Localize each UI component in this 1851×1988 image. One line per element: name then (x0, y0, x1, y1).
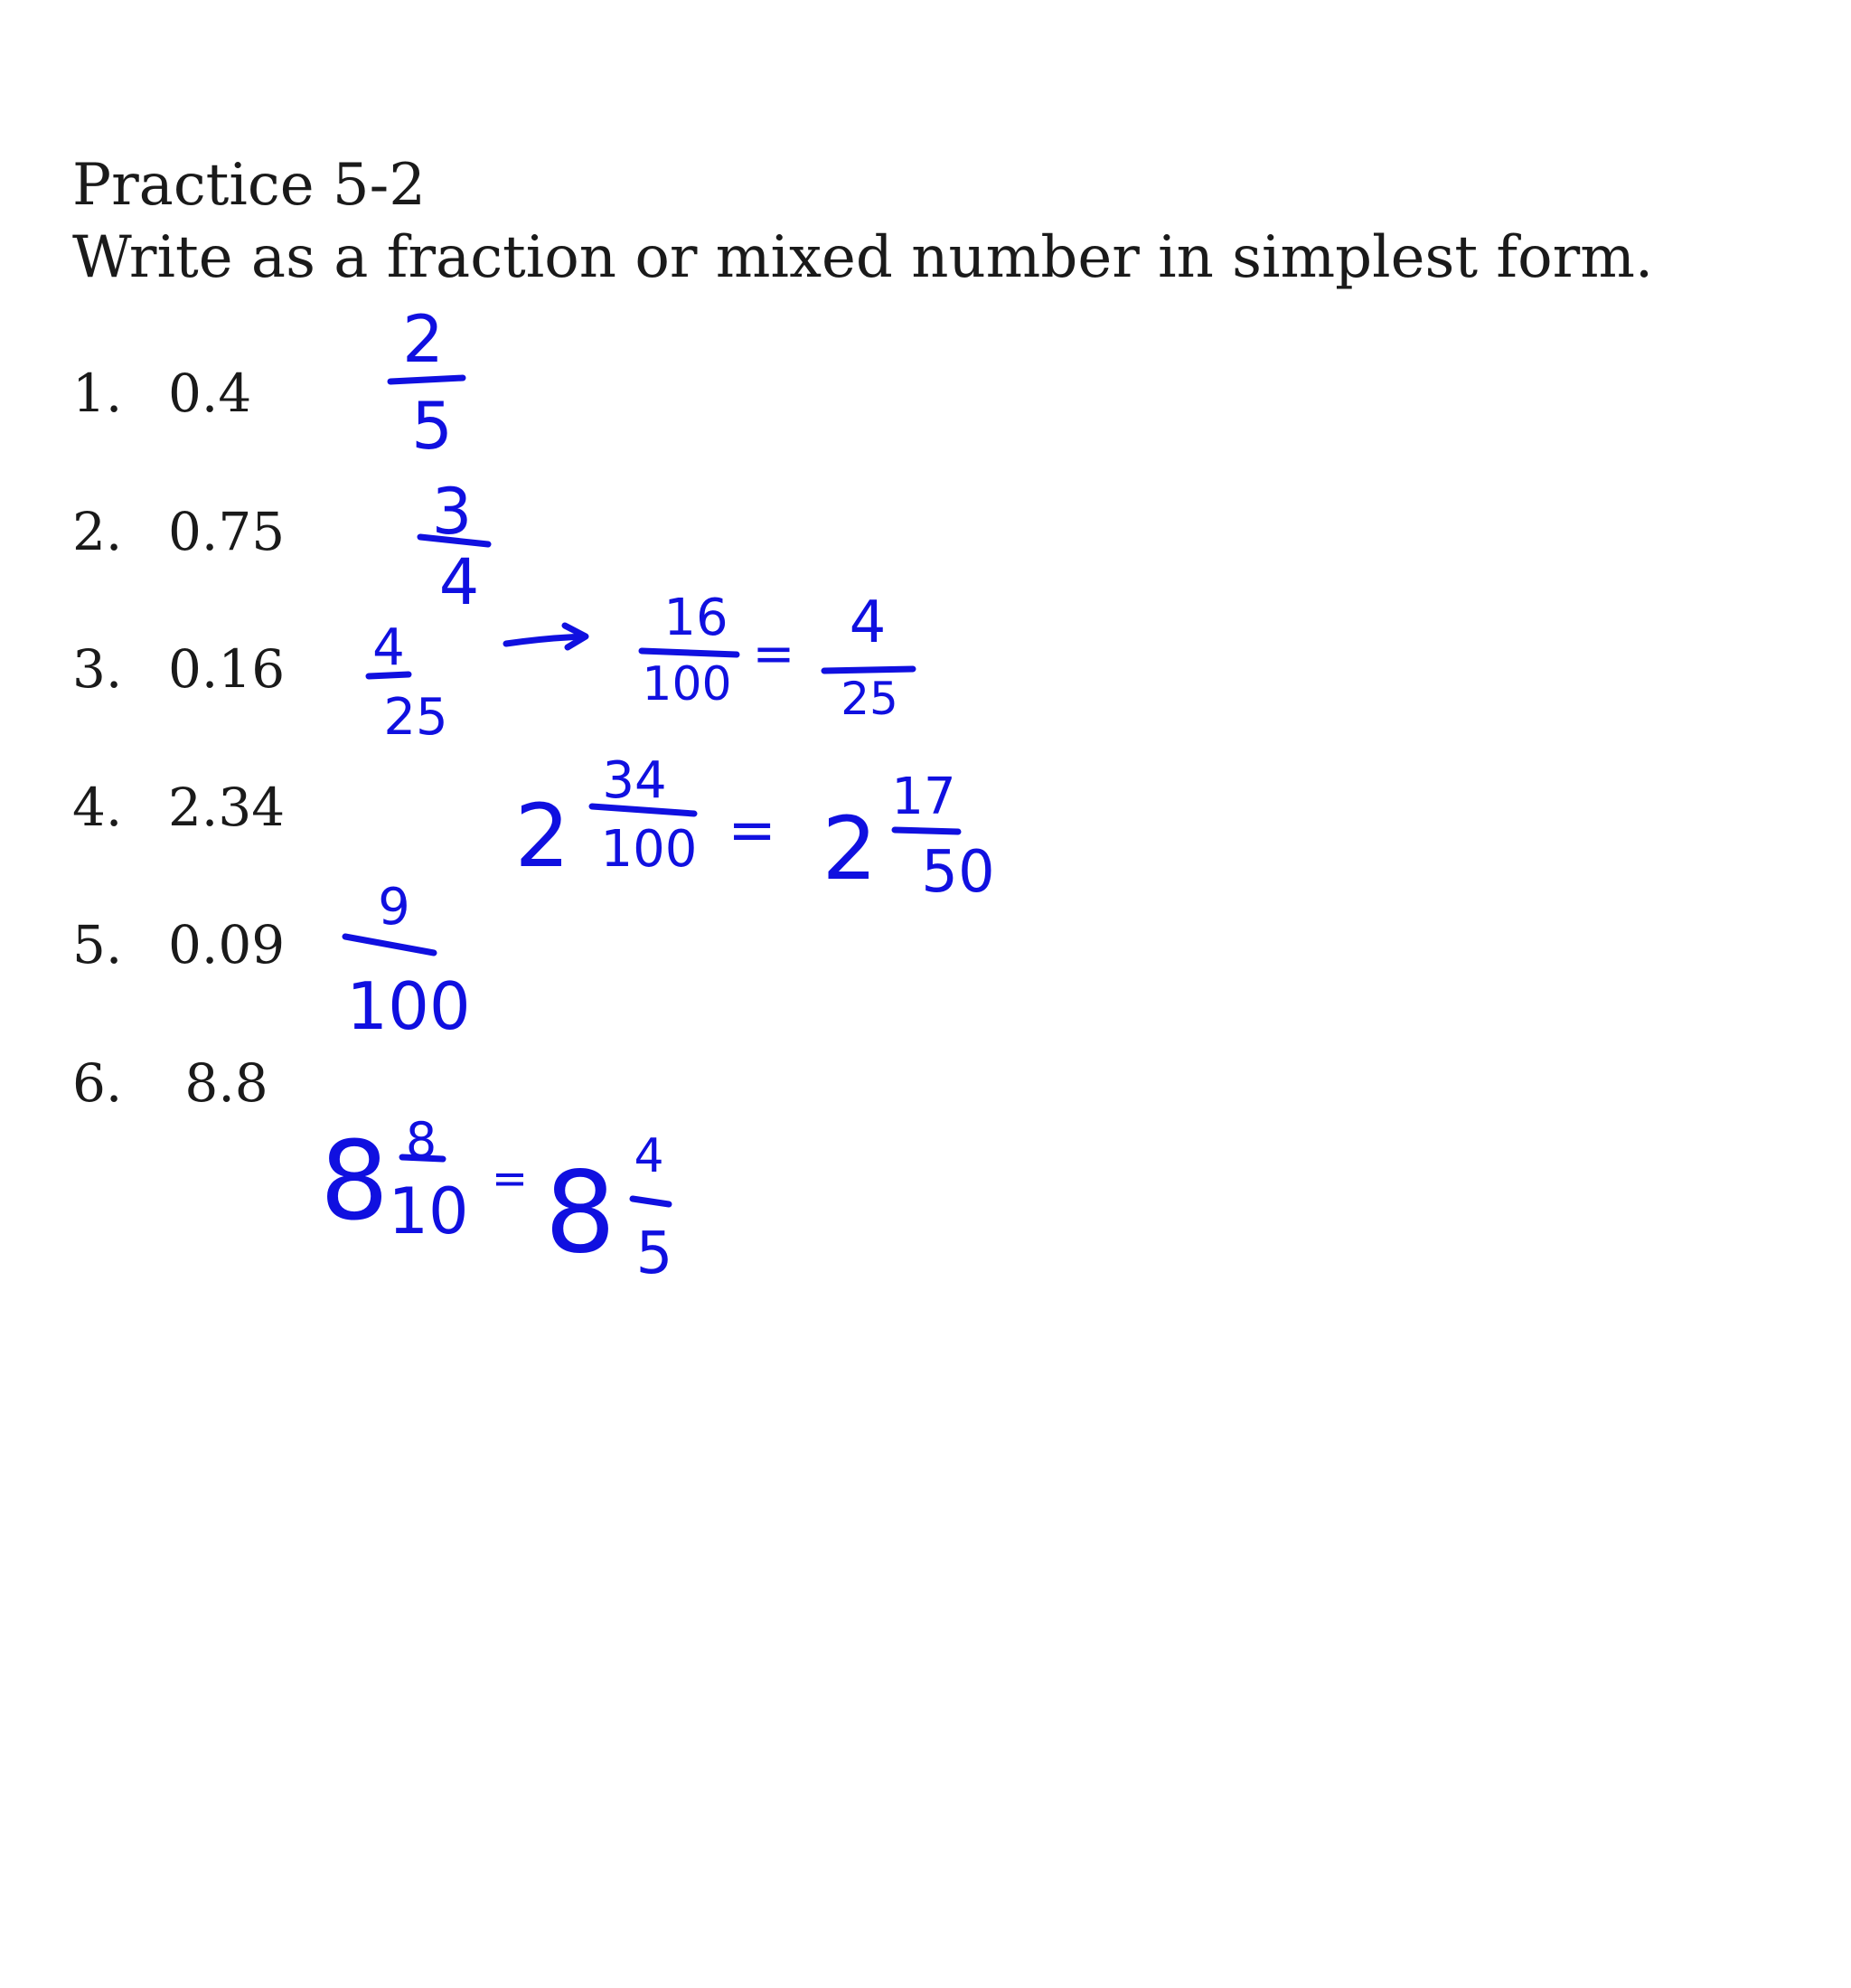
problem-number: 3. (72, 638, 123, 700)
fraction-bar (345, 937, 434, 953)
answer-5 (345, 878, 471, 1044)
answer-4-numerator: 34 (602, 751, 667, 810)
equals-sign: = (728, 797, 776, 864)
answer-4-final-numerator: 17 (891, 768, 956, 826)
answer-1-numerator: 2 (402, 301, 444, 377)
problem-number: 1. (72, 363, 123, 424)
problem-value: 0.75 (168, 501, 286, 562)
answer-2-denominator: 4 (438, 545, 480, 619)
fraction-bar (592, 806, 694, 814)
answer-6-final-denominator: 5 (635, 1220, 673, 1287)
fraction-bar (420, 537, 488, 544)
answer-5-denominator: 100 (346, 968, 471, 1044)
answer-6-final-numerator: 4 (634, 1129, 664, 1183)
equals-sign: = (491, 1154, 529, 1204)
problem-number: 4. (72, 777, 123, 838)
answer-3-denominator: 25 (383, 688, 448, 747)
problem-value: 0.4 (168, 363, 252, 424)
answer-6 (320, 1112, 673, 1287)
equals-sign: = (752, 625, 795, 683)
answer-3-step-numerator: 16 (663, 589, 728, 647)
problem-number: 5. (72, 914, 123, 975)
answer-4-denominator: 100 (600, 820, 698, 879)
answer-4-final-whole: 2 (822, 798, 878, 900)
answer-6-final-whole: 8 (544, 1148, 616, 1278)
fraction-bar (642, 651, 737, 655)
worksheet-instructions: Write as a fraction or mixed number in simplest form. (72, 224, 1654, 291)
problem-value: 2.34 (168, 777, 286, 838)
problem-number: 6. (72, 1052, 123, 1114)
fraction-bar (633, 1199, 669, 1204)
problem-value: 0.09 (168, 914, 286, 975)
answer-3-numerator: 4 (372, 618, 405, 677)
answer-3-final-denominator: 25 (841, 673, 898, 725)
answer-3-final-numerator: 4 (849, 589, 887, 656)
problem-value: 8.8 (168, 1052, 268, 1114)
answer-1-denominator: 5 (411, 388, 453, 464)
answer-4-whole: 2 (514, 786, 570, 887)
answer-4 (514, 751, 994, 906)
answer-6-numerator: 8 (405, 1112, 437, 1169)
problem-value: 0.16 (168, 638, 286, 700)
fraction-bar (824, 669, 913, 671)
answer-6-whole: 8 (319, 1119, 390, 1245)
fraction-bar (390, 378, 463, 382)
answer-5-numerator: 9 (378, 878, 410, 937)
answer-3-step-denominator: 100 (642, 657, 732, 711)
answer-6-denominator: 10 (388, 1174, 469, 1248)
answer-2-numerator: 3 (431, 475, 473, 549)
fraction-bar (369, 674, 409, 676)
answer-2 (420, 475, 488, 619)
fraction-bar (402, 1157, 443, 1159)
arrow-icon (506, 626, 586, 647)
fraction-bar (895, 830, 958, 832)
worksheet-title: Practice 5-2 (72, 152, 426, 219)
answer-1 (390, 301, 463, 464)
answer-4-final-denominator: 50 (921, 839, 995, 906)
problem-number: 2. (72, 501, 123, 562)
